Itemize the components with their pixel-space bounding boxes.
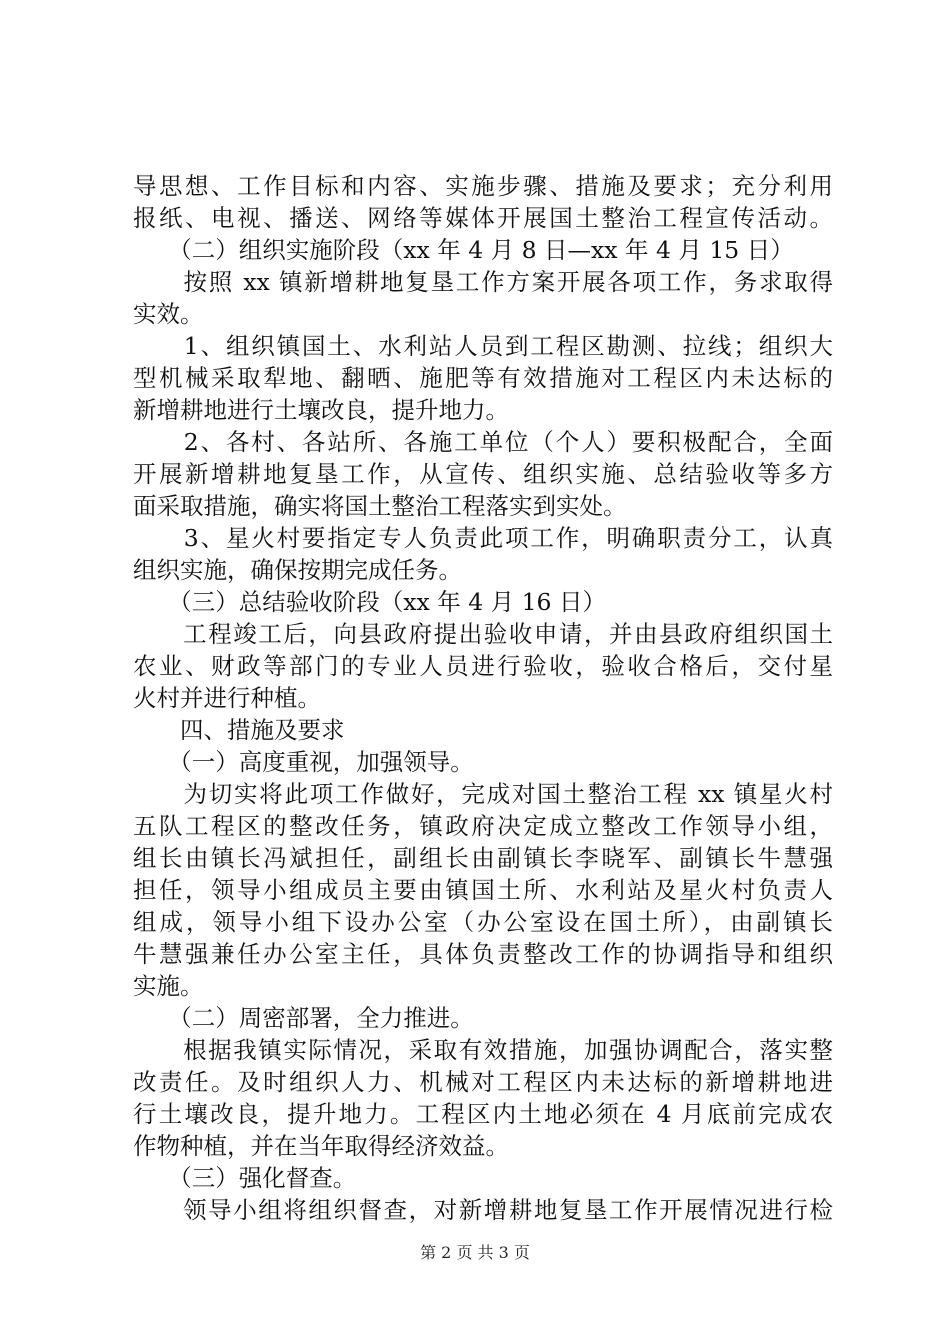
text-line: 组长由镇长冯斌担任，副组长由副镇长李晓军、副镇长牛慧强 [133,844,833,872]
text-line: 作物种植，并在当年取得经济效益。 [133,1132,509,1160]
text-line: 工程竣工后，向县政府提出验收申请，并由县政府组织国土 [133,620,833,648]
text-line: 报纸、电视、播送、网络等媒体开展国土整治工程宣传活动。 [133,204,833,232]
text-line: 开展新增耕地复垦工作，从宣传、组织实施、总结验收等多方 [133,460,833,488]
text-line: 按照 xx 镇新增耕地复垦工作方案开展各项工作，务求取得 [133,268,833,296]
text-line: 火村并进行种植。 [133,684,321,712]
text-line: 1、组织镇国土、水利站人员到工程区勘测、拉线；组织大 [133,332,833,360]
text-line: 导思想、工作目标和内容、实施步骤、措施及要求；充分利用 [133,172,833,200]
text-line: 实施。 [133,972,204,1000]
text-line: 根据我镇实际情况，采取有效措施，加强协调配合，落实整 [133,1036,833,1064]
text-line: 为切实将此项工作做好，完成对国土整治工程 xx 镇星火村 [133,780,833,808]
text-line: 担任，领导小组成员主要由镇国土所、水利站及星火村负责人 [133,876,833,904]
text-line: 组织实施，确保按期完成任务。 [133,556,462,584]
text-line: 改责任。及时组织人力、机械对工程区内未达标的新增耕地进 [133,1068,833,1096]
section-heading: 四、措施及要求 [133,716,345,744]
text-line: 农业、财政等部门的专业人员进行验收，验收合格后，交付星 [133,652,833,680]
text-line: 新增耕地进行土壤改良，提升地力。 [133,396,509,424]
page-number: 第 2 页 共 3 页 [420,1243,530,1262]
text-line: 组成，领导小组下设办公室（办公室设在国土所），由副镇长 [133,908,833,936]
text-line: 领导小组将组织督查，对新增耕地复垦工作开展情况进行检 [133,1196,833,1224]
section-heading: （一）高度重视，加强领导。 [133,748,474,776]
section-heading: （三）强化督查。 [133,1164,357,1192]
text-line: 牛慧强兼任办公室主任，具体负责整改工作的协调指导和组织 [133,940,833,968]
text-line: 面采取措施，确实将国土整治工程落实到实处。 [133,492,627,520]
page-footer [0,1243,950,1263]
body-text [133,170,833,1226]
text-line: 五队工程区的整改任务，镇政府决定成立整改工作领导小组， [133,812,833,840]
text-line: 2、各村、各站所、各施工单位（个人）要积极配合，全面 [133,428,833,456]
text-line: 3、星火村要指定专人负责此项工作，明确职责分工，认真 [133,524,833,552]
text-line: 行土壤改良，提升地力。工程区内土地必须在 4 月底前完成农 [133,1100,833,1128]
section-heading: （二）周密部署，全力推进。 [133,1004,474,1032]
text-line: 实效。 [133,300,204,328]
text-line: 型机械采取犁地、翻晒、施肥等有效措施对工程区内未达标的 [133,364,833,392]
section-heading: （三）总结验收阶段（xx 年 4 月 16 日） [133,588,606,616]
section-heading: （二）组织实施阶段（xx 年 4 月 8 日—xx 年 4 月 15 日） [133,236,794,264]
